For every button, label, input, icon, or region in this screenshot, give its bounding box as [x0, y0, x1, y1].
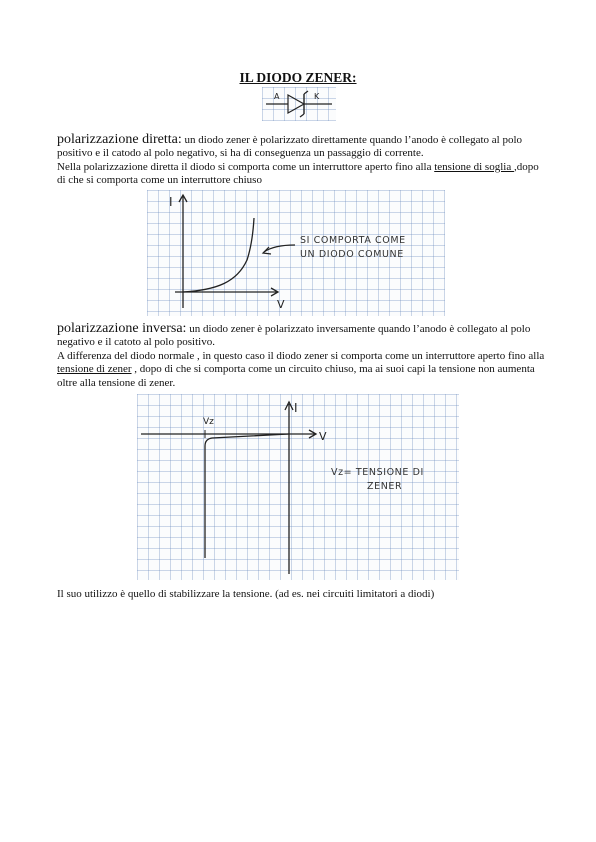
direct-bias-paragraph — [57, 133, 547, 188]
vz-label: Vz — [203, 417, 214, 427]
direct-bias-text-3: ,dopo di che si comporta come un interruttore chiuso — [57, 160, 539, 187]
direct-bias-text-2: Nella polarizzazione diretta il diodo si comporta come un interruttore aperto fino alla — [57, 160, 435, 173]
reverse-bias-text-3: , dopo di che si comporta come un circuito chiuso, ma ai suoi capi la tensione non aumenta oltre alla tensione di zener. — [57, 363, 535, 389]
reverse-current-axis-label: I — [294, 401, 298, 415]
direct-bias-heading: polarizzazione diretta: — [57, 132, 182, 147]
cathode-label: K — [314, 92, 320, 101]
reverse-bias-text-1: un diodo zener è polarizzato inversamente quando l’anodo è collegato al polo negativo e il catoto al polo positivo. — [57, 323, 531, 349]
reverse-bias-heading: polarizzazione inversa: — [57, 321, 187, 336]
direct-bias-text-1: un diodo zener è polarizzato direttamente quando l’anodo è collegato al polo positivo e il catodo al polo negativo, si ha di conseguenza un passaggio di corrente. — [57, 134, 523, 160]
reverse-note-line-2: ZENER — [367, 481, 403, 492]
threshold-voltage-term: tensione di soglia — [434, 160, 514, 173]
reverse-bias-paragraph — [57, 322, 547, 390]
current-axis-label: I — [169, 195, 173, 209]
usage-sentence: Il suo utilizzo è quello di stabilizzare la tensione. (ad es. nei circuiti limitatori a diodi) — [57, 588, 435, 600]
reverse-curve-sketch — [137, 394, 459, 580]
zener-symbol-figure — [262, 87, 336, 121]
reverse-note-line-1: Vz= TENSIONE DI — [331, 467, 424, 478]
zener-voltage-term: tensione di zener — [57, 363, 132, 376]
reverse-characteristic-figure — [137, 394, 459, 580]
page-title: IL DIODO ZENER: — [239, 70, 357, 85]
anode-label: A — [274, 92, 280, 101]
forward-characteristic-figure — [147, 190, 445, 316]
voltage-axis-label: V — [277, 298, 285, 311]
zener-diode-symbol — [262, 87, 336, 121]
forward-note-line-2: UN DIODO COMUNE — [300, 249, 404, 260]
reverse-voltage-axis-label: V — [319, 430, 327, 443]
reverse-bias-text-2: A differenza del diodo normale , in questo caso il diodo zener si comporta come un interruttore aperto fino alla — [57, 349, 545, 362]
forward-note-line-1: SI COMPORTA COME — [300, 235, 406, 246]
